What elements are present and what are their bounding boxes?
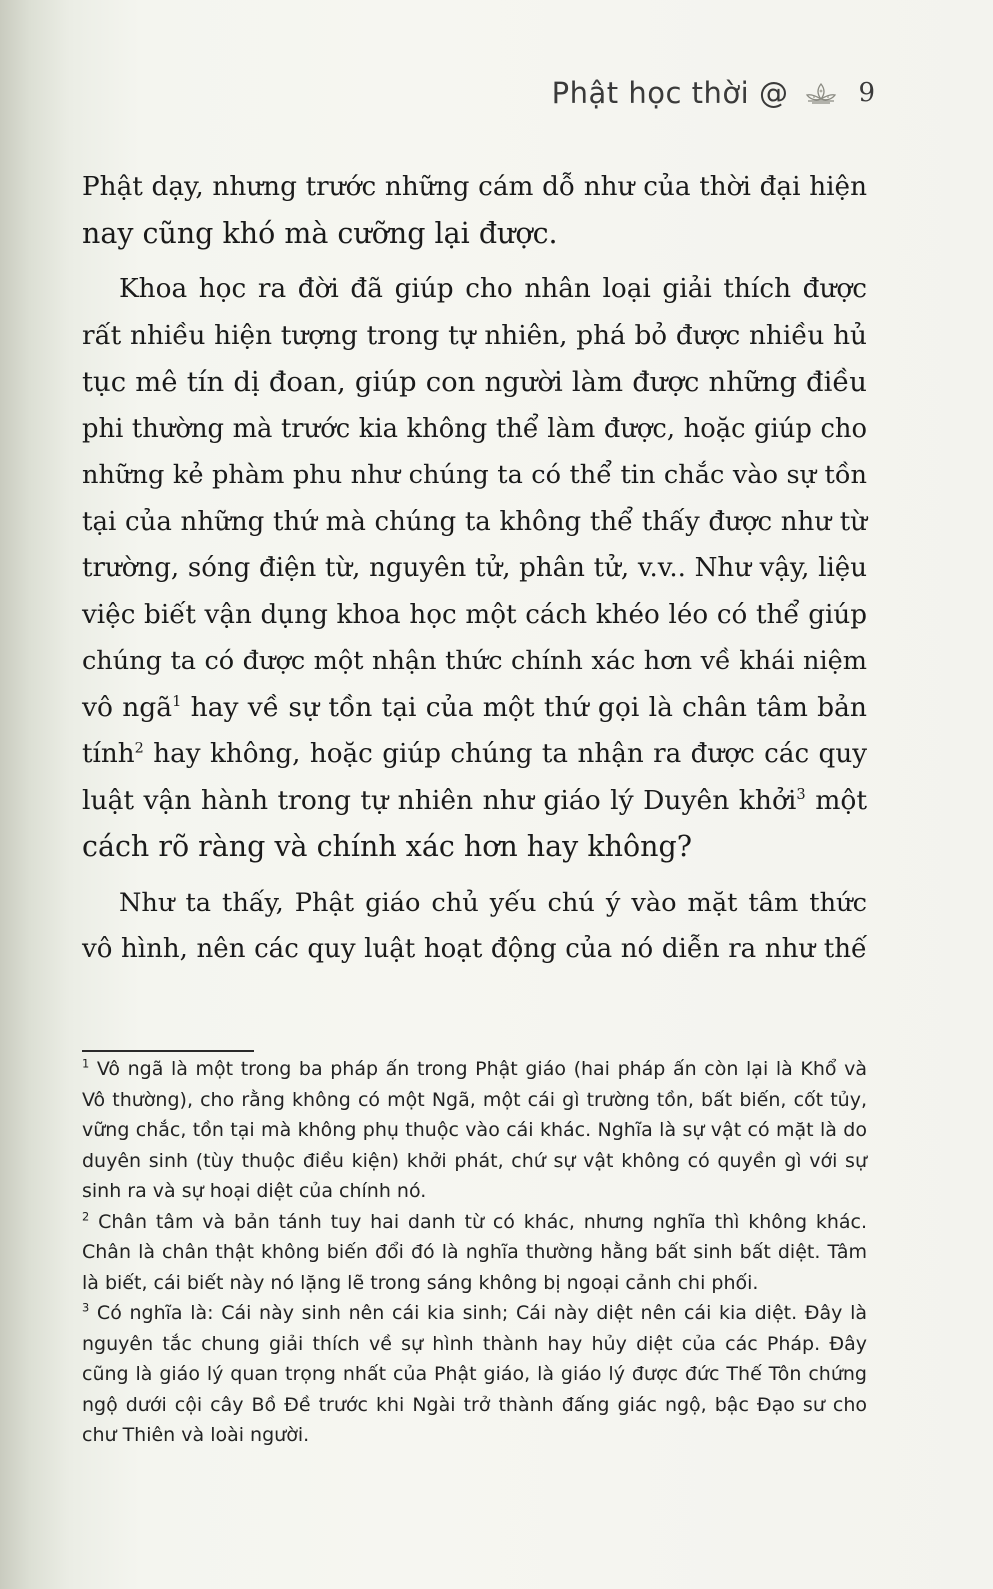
- footnote-1: [82, 1054, 867, 1207]
- paragraph: [82, 266, 867, 871]
- footnote-line: là biết, cái biết này nó lặng lẽ trong sáng không bị ngoại cảnh chi phối.: [82, 1271, 759, 1294]
- text-line: chúng ta có được một nhận thức chính xác hơn về khái niệm: [82, 646, 867, 676]
- footnote-line: [82, 1207, 867, 1238]
- footnote-line: Vô thường), cho rằng không có một Ngã, một cái gì trường tồn, bất biến, cốt tủy,: [82, 1088, 867, 1111]
- footnote-line: [82, 1054, 867, 1085]
- footnote-line: duyên sinh (tùy thuộc điều kiện) khởi phát, chứ sự vật không có quyền gì với sự: [82, 1149, 867, 1172]
- running-title: Phật học thời @: [551, 76, 789, 110]
- text-line: những kẻ phàm phu như chúng ta có thể tin chắc vào sự tồn: [82, 460, 867, 490]
- footnote-reference: 3: [796, 785, 806, 803]
- text-line: vô ngã$^1$ hay về sự tồn tại của một thứ gọi là chân tâm bản: [82, 691, 868, 723]
- footnote-separator: [82, 1050, 254, 1052]
- text-line: việc biết vận dụng khoa học một cách khéo léo có thể giúp: [82, 599, 867, 630]
- text-line: tính$^2$ hay không, hoặc giúp chúng ta nhận ra được các quy: [82, 739, 867, 769]
- footnote-text: Có nghĩa là: Cái này sinh nên cái kia sinh; Cái này diệt nên cái kia diệt. Đây là: [96, 1302, 867, 1324]
- page-number: 9: [858, 78, 875, 108]
- text-line: Phật dạy, nhưng trước những cám dỗ như của thời đại hiện: [82, 172, 867, 202]
- text-line: nay cũng khó mà cưỡng lại được.: [82, 216, 558, 250]
- footnote-reference: 2: [134, 740, 144, 757]
- footnote-3: [82, 1298, 867, 1451]
- footnote-line: Chân là chân thật không biến đổi đó là nghĩa thường hằng bất sinh bất diệt. Tâm: [82, 1241, 867, 1263]
- footnote-line: ngộ dưới cội cây Bồ Đề trước khi Ngài trở thành đấng giác ngộ, bậc Đạo sư cho: [82, 1393, 867, 1416]
- text-line: Khoa học ra đời đã giúp cho nhân loại giải thích được: [119, 274, 867, 304]
- footnote-line: cũng là giáo lý quan trọng nhất của Phật giáo, là giáo lý được đức Thế Tôn chứng: [82, 1363, 867, 1385]
- footnote-marker: 1: [82, 1056, 90, 1071]
- footnote-2: [82, 1207, 867, 1299]
- text-line: trường, sóng điện từ, nguyên tử, phân tử, v.v.. Như vậy, liệu: [82, 553, 867, 583]
- footnote-text: Vô ngã là một trong ba pháp ấn trong Phật giáo (hai pháp ấn còn lại là Khổ và: [96, 1058, 867, 1080]
- footnote-marker: 2: [82, 1209, 90, 1224]
- footnote-line: vững chắc, tồn tại mà không phụ thuộc vào cái khác. Nghĩa là sự vật có mặt là do: [82, 1119, 867, 1141]
- footnote-line: nguyên tắc chung giải thích về sự hình thành hay hủy diệt của các Pháp. Đây: [82, 1332, 867, 1355]
- text-line: luật vận hành trong tự nhiên như giáo lý Duyên khởi$^3$ một: [82, 784, 868, 816]
- text-line: phi thường mà trước kia không thể làm được, hoặc giúp cho: [82, 413, 867, 444]
- running-header: [552, 76, 875, 110]
- footnotes: [82, 1054, 867, 1451]
- footnote-marker: 3: [82, 1300, 90, 1315]
- paragraph: [82, 164, 867, 257]
- footnote-line: sinh ra và sự hoại diệt của chính nó.: [82, 1180, 427, 1202]
- footnote-line: [82, 1298, 867, 1329]
- paragraph: [82, 880, 867, 973]
- text-line: rất nhiều hiện tượng trong tự nhiên, phá bỏ được nhiều hủ: [82, 320, 867, 351]
- text-line: tại của những thứ mà chúng ta không thể thấy được như từ: [82, 506, 867, 537]
- footnote-reference: 1: [172, 692, 182, 710]
- footnote-text: Chân tâm và bản tánh tuy hai danh từ có khác, nhưng nghĩa thì không khác.: [98, 1210, 867, 1233]
- text-line: vô hình, nên các quy luật hoạt động của nó diễn ra như thế: [82, 934, 867, 964]
- footnote-line: chư Thiên và loài người.: [82, 1424, 310, 1446]
- main-text: [82, 164, 867, 982]
- text-line: Như ta thấy, Phật giáo chủ yếu chú ý vào mặt tâm thức: [119, 887, 867, 918]
- text-line: cách rõ ràng và chính xác hơn hay không?: [82, 830, 692, 863]
- text-line: tục mê tín dị đoan, giúp con người làm được những điều: [82, 366, 867, 398]
- lotus-ornament-icon: [804, 81, 838, 105]
